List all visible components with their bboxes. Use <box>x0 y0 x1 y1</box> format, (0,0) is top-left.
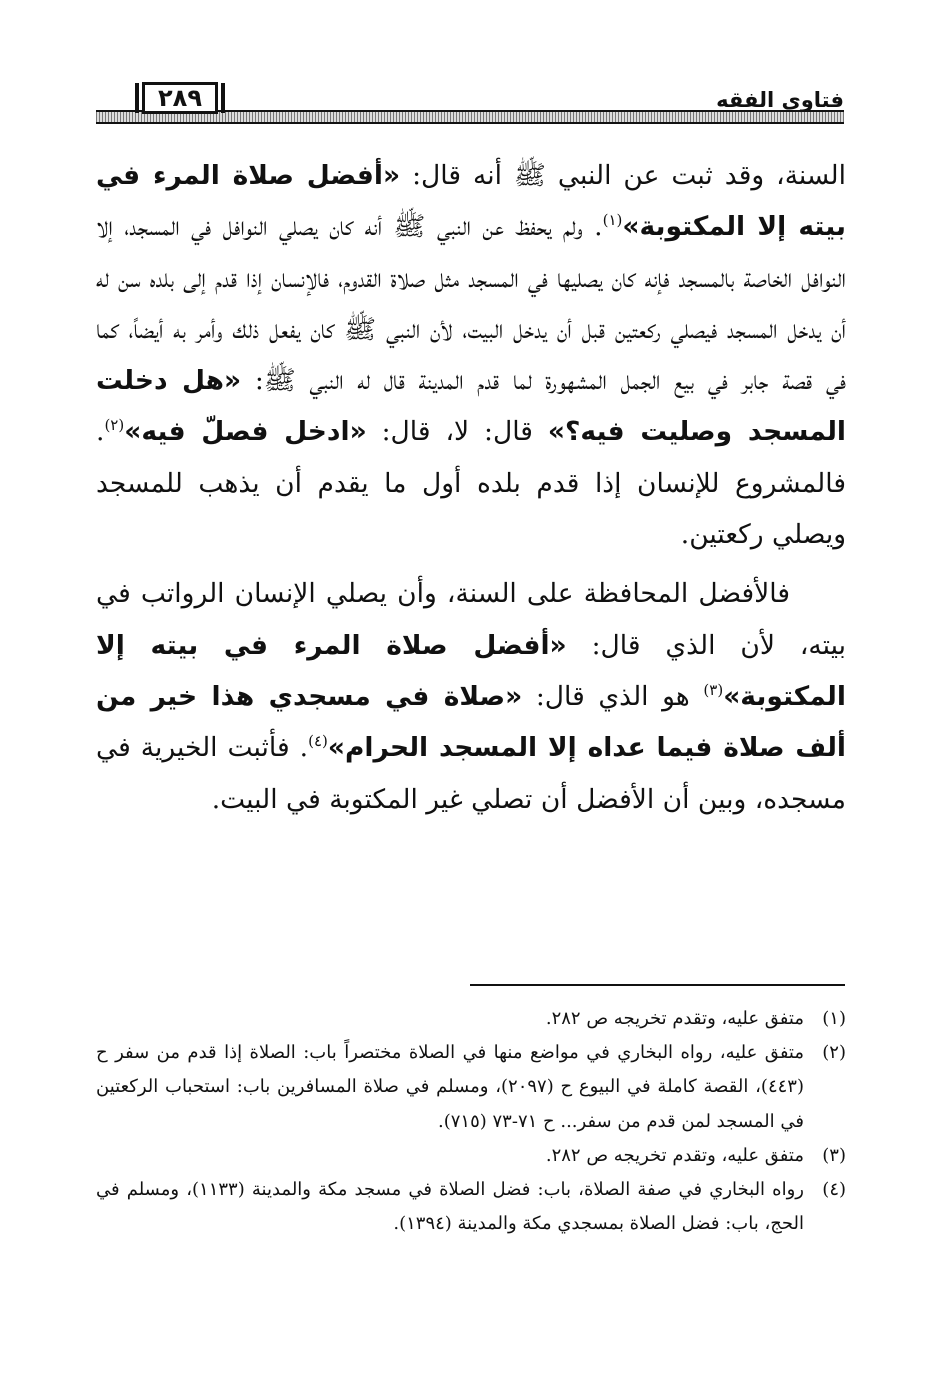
paragraph-2 <box>96 568 846 824</box>
footnote-ref: (٢) <box>104 416 125 435</box>
footnote <box>96 1002 846 1036</box>
footnote-number: (١) <box>822 1008 846 1029</box>
text-run: السنة، وقد ثبت عن النبي ﷺ أنه قال: <box>400 160 846 191</box>
footnote-text: متفق عليه، وتقدم تخريجه ص ٢٨٢. <box>545 1144 804 1166</box>
footnote-number: (٣) <box>822 1144 846 1166</box>
footnote-number: (٤) <box>822 1179 847 1201</box>
footnote-text: رواه البخاري في صفة الصلاة، باب: فضل الصلاة في مسجد مكة والمدينة (١١٣٣)، ومسلم في الحج، باب: فضل الصلاة بمسجدي مكة والمدينة (١٣٩٤). <box>96 1179 805 1235</box>
footnote-separator <box>470 984 845 986</box>
page-number: ٢٨٩ <box>142 82 218 114</box>
footnote <box>96 1036 846 1139</box>
main-text <box>96 150 846 825</box>
page-header <box>96 82 844 122</box>
text-run: . فأثبت الخيرية في مسجده، وبين أن الأفضل أن تصلي غير المكتوبة في البيت. <box>96 732 846 815</box>
text-run: . ولم يحفظ عن النبي ﷺ أنه كان يصلي النوافل في المسجد، إلا النوافل الخاصة بالمسجد فإنه كان يصليها في المسجد مثل صلاة القدوم، فالإنسان إذا قدم إلى بلده سن له أن يدخل المسجد فيصلي ركعتين قبل أن يدخل البيت، لأن النبي ﷺ كان يفعل ذلك وأمر به أيضاً، كما في قصة جابر في بيع الجمل المشهورة لما قدم المدينة قال له النبي ﷺ: <box>96 211 846 397</box>
hadith-quote: «ادخل فصلّ فيه» <box>124 416 367 448</box>
text-run: فالأفضل المحافظة على السنة، وأن يصلي الإنسان الرواتب في بيته، لأن الذي قال: <box>96 578 846 661</box>
footnotes <box>96 1002 846 1241</box>
footnote-ref: (١) <box>602 211 623 230</box>
footnote-number: (٢) <box>822 1042 846 1064</box>
footnote-ref: (٤) <box>308 732 328 751</box>
hadith-quote: «هل دخلت المسجد وصليت فيه؟» <box>96 365 846 448</box>
text-run: هو الذي قال: <box>522 680 704 712</box>
footnote-text: متفق عليه، وتقدم تخريجه ص ٢٨٢. <box>545 1008 804 1029</box>
footnote <box>96 1173 846 1241</box>
hadith-quote: «أفضل صلاة المرء في بيته إلا المكتوبة» <box>96 160 846 243</box>
text-run: . فالمشروع للإنسان إذا قدم بلده أول ما يقدم أن يذهب للمسجد ويصلي ركعتين. <box>96 416 846 551</box>
footnote <box>96 1139 846 1173</box>
paragraph-1 <box>96 150 846 560</box>
hadith-quote: «صلاة في مسجدي هذا خير من ألف صلاة فيما عداه إلا المسجد الحرام» <box>96 680 846 764</box>
book-title: فتاوى الفقه <box>716 88 844 112</box>
footnote-ref: (٣) <box>703 681 724 700</box>
text-run: قال: لا، قال: <box>366 416 548 448</box>
footnote-text: متفق عليه، رواه البخاري في مواضع منها في الصلاة مختصراً باب: الصلاة إذا قدم من سفر ح (٤٤٣)، القصة كاملة في البيوع ح (٢٠٩٧)، ومسلم في صلاة المسافرين باب: استحباب الركعتين في المسجد لمن قدم من سفر... ح ٧١-٧٣ (٧١٥). <box>96 1042 804 1132</box>
hadith-quote: «أفضل صلاة المرء في بيته إلا المكتوبة» <box>96 629 846 712</box>
